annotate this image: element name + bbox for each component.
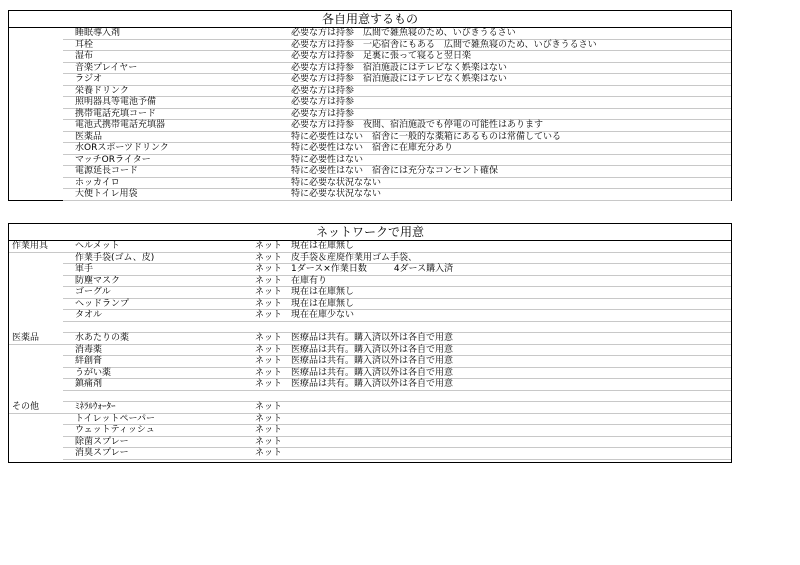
table-row (9, 368, 731, 380)
table-row (9, 86, 731, 98)
item-name: 鎮痛剤 (75, 379, 103, 389)
item-name: 電池式携帯電話充填器 (75, 120, 166, 130)
item-note: 1ダース×作業日数 4ダース購入済 (291, 264, 454, 274)
item-name: 照明器具等電池予備 (75, 97, 157, 107)
item-note: 医療品は共有。購入済以外は各自で用意 (291, 333, 454, 343)
item-note: 特に必要性はない 宿舎には充分なコンセント確保 (291, 166, 499, 176)
item-source: ネット (255, 275, 283, 286)
item-source: ネット (255, 344, 283, 355)
item-name: 電源延長コード (75, 166, 139, 176)
table-row (9, 74, 731, 86)
item-name: トイレットペーパー (75, 413, 156, 424)
item-note: 特に必要性はない 宿舎に一般的な薬箱にあるものは常備している (291, 131, 562, 142)
item-name: タオル (75, 310, 103, 320)
table-row (9, 109, 731, 121)
table-row (9, 63, 731, 75)
table-row (9, 178, 731, 190)
item-source: ネット (255, 436, 283, 447)
item-name: 軍手 (75, 264, 94, 274)
item-name: 大便トイレ用袋 (75, 189, 138, 199)
item-source: ネット (255, 448, 283, 458)
item-source: ネット (255, 402, 283, 412)
item-name: 医薬品 (75, 131, 103, 142)
item-name: 水あたりの薬 (75, 333, 130, 343)
table-row (9, 322, 731, 334)
table-row (9, 155, 731, 167)
item-note: 現在は在庫無し (291, 287, 355, 297)
table-title: ネットワークで用意 (9, 224, 731, 241)
item-name: ﾐﾈﾗﾙｳｫｰﾀｰ (75, 402, 116, 412)
item-note: 現在在庫少ない (291, 310, 355, 320)
item-name: 水ORスポーツドリンク (75, 143, 169, 153)
table-row (9, 425, 731, 437)
item-note: 特に必要な状況なない (291, 177, 382, 188)
item-name: ヘッドランプ (75, 298, 130, 309)
item-note: 必要な方は持参 宿泊施設にはテレビなく娯楽はない (291, 62, 507, 73)
table-row (9, 287, 731, 299)
item-name: 携帯電話充填コード (75, 108, 157, 119)
table-row (9, 120, 731, 132)
table-row (9, 189, 731, 201)
table-row (9, 51, 731, 63)
item-note: 必要な方は持参 一応宿舎にもある 広間で雑魚寝のため、いびきうるさい (291, 39, 597, 50)
item-name: 音楽プレイヤー (75, 62, 138, 73)
table-row (9, 40, 731, 52)
item-category: その他 (12, 402, 40, 412)
table-row (9, 264, 731, 276)
table-row (9, 132, 731, 144)
item-name: 防塵マスク (75, 275, 121, 286)
item-note: 医療品は共有。購入済以外は各自で用意 (291, 356, 454, 366)
table-row (9, 97, 731, 109)
item-note: 必要な方は持参 夜間、宿泊施設でも停電の可能性はあります (291, 120, 544, 130)
item-source: ネット (255, 379, 283, 389)
item-name: 栄養ドリンク (75, 85, 129, 96)
table-row (9, 253, 731, 265)
item-note: 医療品は共有。購入済以外は各自で用意 (291, 379, 454, 389)
table-row (9, 333, 731, 345)
item-note: 現在は在庫無し (291, 241, 355, 251)
table-row (9, 402, 731, 414)
item-name: マッチORライター (75, 154, 151, 165)
item-name: 睡眠導入剤 (75, 28, 121, 38)
item-note: 必要な方は持参 (291, 97, 355, 107)
item-note: 在庫有り (291, 275, 328, 286)
table-row (9, 276, 731, 288)
item-source: ネット (255, 333, 283, 343)
item-source: ネット (255, 413, 283, 424)
item-source: ネット (255, 367, 283, 378)
item-category: 医薬品 (12, 333, 40, 343)
table-row (9, 241, 731, 253)
item-name: 除菌スプレー (75, 436, 129, 447)
item-name: ゴーグル (75, 287, 111, 297)
table-row (9, 448, 731, 460)
item-note: 必要な方は持参 (291, 108, 355, 119)
item-note: 特に必要性はない 宿舎に在庫充分あり (291, 143, 454, 153)
item-note: 必要な方は持参 (291, 85, 355, 96)
item-source: ネット (255, 241, 283, 251)
item-note: 必要な方は持参 広間で雑魚寝のため、いびきうるさい (291, 28, 516, 38)
item-source: ネット (255, 264, 283, 274)
table-row (9, 143, 731, 155)
item-name: 作業手袋(ゴム、皮) (75, 252, 155, 263)
item-note: 現在は在庫無し (291, 298, 355, 309)
item-name: 消臭スプレー (75, 448, 129, 458)
item-name: ラジオ (75, 74, 103, 84)
table-row (9, 379, 731, 391)
item-name: 消毒薬 (75, 344, 103, 355)
item-source: ネット (255, 356, 283, 366)
table-row (9, 345, 731, 357)
personal-items-table (8, 10, 732, 201)
item-source: ネット (255, 310, 283, 320)
item-name: ホッカイロ (75, 177, 120, 188)
item-note: 特に必要性はない (291, 154, 364, 165)
item-note: 特に必要な状況なない (291, 189, 382, 199)
item-source: ネット (255, 252, 283, 263)
item-note: 皮手袋＆産廃作業用ゴム手袋、 (291, 252, 418, 263)
table-row (9, 166, 731, 178)
table-row (9, 391, 731, 403)
table-row (9, 356, 731, 368)
item-name: 絆創膏 (75, 356, 103, 366)
item-name: ヘルメット (75, 241, 120, 251)
network-items-table (8, 223, 732, 463)
item-source: ネット (255, 425, 283, 435)
table-row (9, 310, 731, 322)
table-row (9, 299, 731, 311)
item-name: 湿布 (75, 51, 94, 61)
item-name: うがい薬 (75, 367, 112, 378)
table-title: 各自用意するもの (9, 11, 731, 28)
item-category: 作業用具 (12, 241, 49, 251)
table-row (9, 414, 731, 426)
item-name: ウェットティッシュ (75, 425, 155, 435)
table-row (9, 437, 731, 449)
item-source: ネット (255, 287, 283, 297)
item-name: 耳栓 (75, 39, 94, 50)
item-note: 医療品は共有。購入済以外は各自で用意 (291, 344, 454, 355)
item-note: 必要な方は持参 宿泊施設にはテレビなく娯楽はない (291, 74, 507, 84)
item-note: 必要な方は持参 足裏に張って寝ると翌日楽 (291, 51, 472, 61)
table-row (9, 28, 731, 40)
item-source: ネット (255, 298, 283, 309)
item-note: 医療品は共有。購入済以外は各自で用意 (291, 367, 454, 378)
